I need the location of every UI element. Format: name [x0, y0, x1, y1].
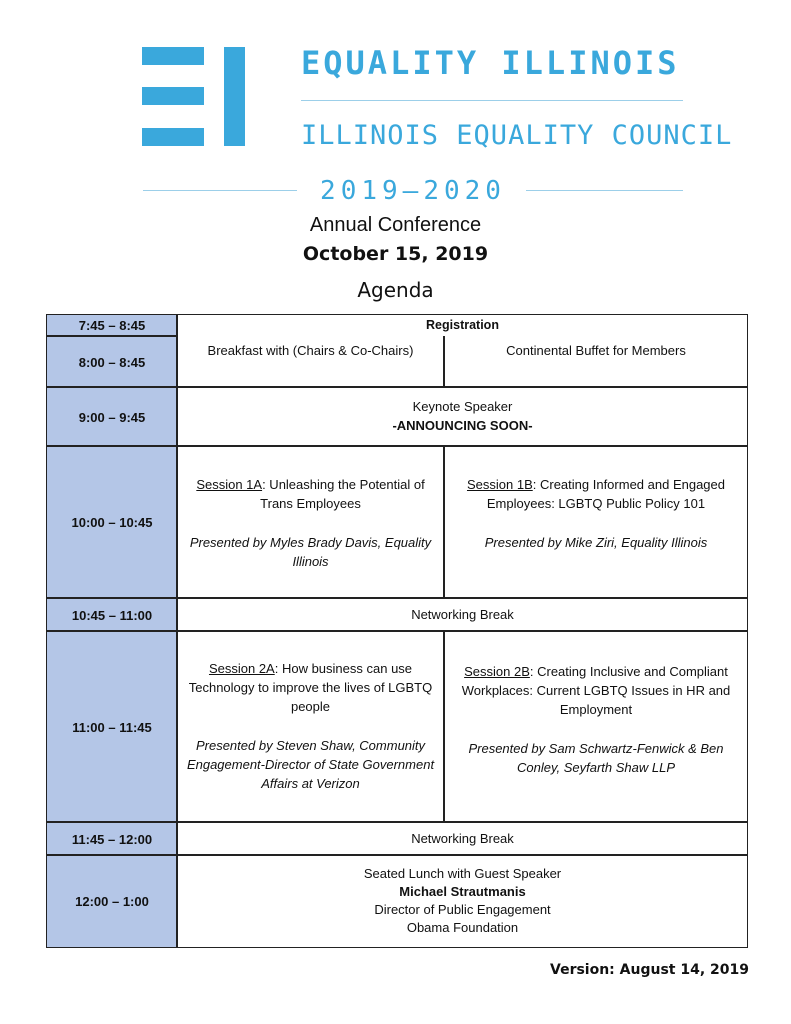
lunch-speaker: Michael Strautmanis [399, 884, 526, 899]
brand-title: EQUALITY ILLINOIS [301, 44, 680, 82]
split-divider [443, 631, 445, 822]
row-divider [47, 335, 177, 337]
brand-subtitle: ILLINOIS EQUALITY COUNCIL [301, 120, 733, 151]
session-2a-presenter: Presented by Steven Shaw, Community Engagement-Director of State Government Affairs at Verizon [186, 738, 435, 791]
conference-date: October 15, 2019 [302, 243, 489, 265]
year-range: 2019–2020 [320, 176, 506, 206]
session-2b-code: Session 2B [464, 664, 530, 679]
time-registration: 7:45 – 8:45 [47, 315, 177, 336]
lunch-title: Seated Lunch with Guest Speaker [363, 866, 562, 881]
time-break-2: 11:45 – 12:00 [47, 823, 177, 855]
lunch-org: Obama Foundation [406, 920, 519, 935]
lunch-role: Director of Public Engagement [374, 902, 551, 917]
session-2a-code: Session 2A [208, 661, 275, 676]
time-breakfast: 8:00 – 8:45 [47, 337, 177, 387]
session-1a [182, 475, 439, 595]
session-2b [448, 662, 744, 817]
brand-divider [301, 100, 683, 101]
time-session-2: 11:00 – 11:45 [47, 632, 177, 822]
keynote-note: -ANNOUNCING SOON- [392, 418, 533, 433]
split-divider [443, 446, 445, 598]
keynote-title: Keynote Speaker [412, 399, 513, 414]
time-session-1: 10:00 – 10:45 [47, 447, 177, 598]
session-2a-title: : How business can use Technology to improve the lives of LGBTQ people [188, 661, 433, 714]
breakfast-left: Breakfast with (Chairs & Co-Chairs) [207, 343, 414, 358]
keynote-cell [178, 387, 747, 445]
row-divider [47, 630, 747, 632]
session-1a-title: : Unleashing the Potential of Trans Employees [260, 477, 425, 511]
session-1b-title: : Creating Informed and Engaged Employees: LGBTQ Public Policy 101 [486, 477, 725, 511]
session-2b-title: : Creating Inclusive and Compliant Workplaces: Current LGBTQ Issues in HR and Employment [461, 664, 731, 717]
agenda-table [46, 314, 748, 948]
session-2a [182, 659, 439, 817]
year-rule-right [526, 190, 683, 191]
session-1b [448, 475, 744, 595]
version-note: Version: August 14, 2019 [550, 962, 749, 978]
registration-label: Registration [426, 318, 499, 332]
session-2b-presenter: Presented by Sam Schwartz-Fenwick & Ben Conley, Seyfarth Shaw LLP [468, 741, 724, 775]
session-1a-presenter: Presented by Myles Brady Davis, Equality Illinois [189, 535, 432, 569]
time-break-1: 10:45 – 11:00 [47, 599, 177, 631]
time-keynote: 9:00 – 9:45 [47, 388, 177, 446]
conference-title: Annual Conference [309, 214, 482, 236]
row-divider [47, 445, 747, 447]
time-lunch: 12:00 – 1:00 [47, 856, 177, 947]
break-2-label: Networking Break [411, 830, 514, 846]
lunch-cell [178, 855, 747, 947]
equality-illinois-logo-icon [142, 47, 245, 146]
session-1b-code: Session 1B [466, 477, 533, 492]
break-1-label: Networking Break [411, 606, 514, 622]
session-1b-presenter: Presented by Mike Ziri, Equality Illinois [484, 535, 708, 550]
agenda-title: Agenda [357, 278, 434, 302]
session-1a-code: Session 1A [196, 477, 263, 492]
year-rule-left [143, 190, 297, 191]
breakfast-right: Continental Buffet for Members [506, 343, 686, 358]
